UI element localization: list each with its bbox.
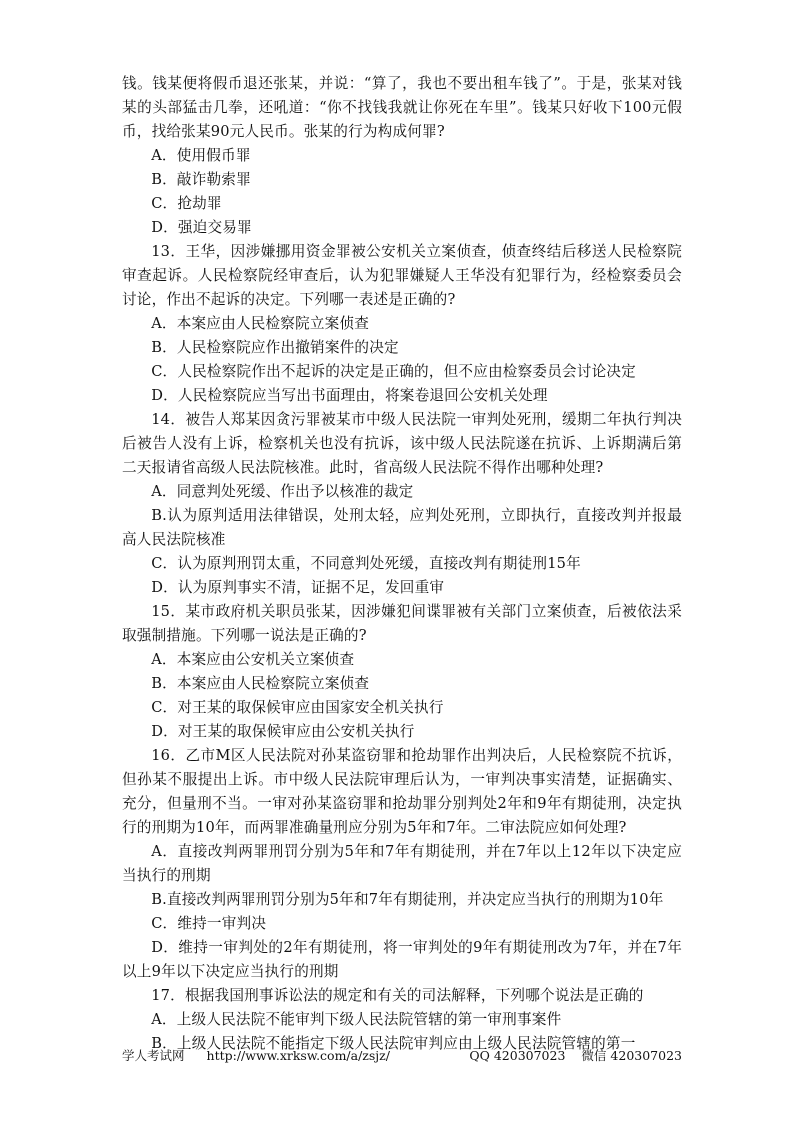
paragraph: A．使用假币罪 [151,147,251,164]
paragraph: D．强迫交易罪 [151,219,252,236]
paragraph: 15．某市政府机关职员张某，因涉嫌犯间谍罪被有关部门立案侦查，后被依法采取强制措施。下列哪一说法是正确的? [122,603,682,644]
paragraph: C．认为原判刑罚太重，不同意判处死缓，直接改判有期徒刑15年 [151,555,581,572]
paragraph: 13．王华，因涉嫌挪用资金罪被公安机关立案侦查，侦查终结后移送人民检察院审查起诉。人民检察院经审查后，认为犯罪嫌疑人王华没有犯罪行为，经检察委员会讨论，作出不起诉的决定。下列哪一表述是正确的? [122,243,682,308]
paragraph: A．本案应由人民检察院立案侦查 [151,315,370,332]
footer-wechat-number: 420307023 [610,1048,682,1063]
document-body [122,72,682,1056]
footer-right [469,1048,682,1064]
paragraph: D．对王某的取保候审应由公安机关执行 [151,723,415,740]
footer-qq-label: QQ [469,1048,490,1063]
footer-wechat-label: 微信 [581,1048,607,1063]
paragraph: D．人民检察院应当写出书面理由，将案卷退回公安机关处理 [151,387,548,404]
paragraph: D．维持一审判处的2年有期徒刑，将一审判处的9年有期徒刑改为7年，并在7年以上9年以下决定应当执行的刑期 [122,939,682,980]
paragraph: D．认为原判事实不清，证据不足，发回重审 [151,579,445,596]
paragraph: B．上级人民法院不能指定下级人民法院审判应由上级人民法院管辖的第一 [151,1035,636,1052]
footer-url[interactable]: http://www.xrksw.com/a/zsjz/ [206,1048,390,1063]
paragraph: B．人民检察院应作出撤销案件的决定 [151,339,399,356]
footer-site-name: 学人考试网 [122,1048,185,1063]
paragraph: C．维持一审判决 [151,915,267,932]
paragraph: 钱。钱某便将假币退还张某，并说：“算了，我也不要出租车钱了”。于是，张某对钱某的头部猛击几拳，还吼道：“你不找钱我就让你死在车里”。钱某只好收下100元假币，找给张某90元人民币。张某的行为构成何罪? [122,75,682,140]
paragraph: B.认为原判适用法律错误，处刑太轻，应判处死刑，立即执行，直接改判并报最高人民法院核准 [122,507,682,548]
paragraph: A．直接改判两罪刑罚分别为5年和7年有期徒刑，并在7年以上12年以下决定应当执行的刑期 [122,843,682,884]
footer-left [122,1048,390,1064]
paragraph: C．人民检察院作出不起诉的决定是正确的，但不应由检察委员会讨论决定 [151,363,636,380]
paragraph: A．本案应由公安机关立案侦查 [151,651,355,668]
paragraph: B.直接改判两罪刑罚分别为5年和7年有期徒刑，并决定应当执行的刑期为10年 [151,891,664,908]
paragraph: B．本案应由人民检察院立案侦查 [151,675,370,692]
paragraph: B．敲诈勒索罪 [151,171,251,188]
paragraph: C．抢劫罪 [151,195,222,212]
footer-qq-number: 420307023 [493,1048,566,1063]
paragraph: 14．被告人郑某因贪污罪被某市中级人民法院一审判处死刑，缓期二年执行判决后被告人没有上诉，检察机关也没有抗诉，该中级人民法院遂在抗诉、上诉期满后第二天报请省高级人民法院核准。此时，省高级人民法院不得作出哪种处理? [122,411,682,476]
paragraph: C．对王某的取保候审应由国家安全机关执行 [151,699,444,716]
paragraph: A．上级人民法院不能审判下级人民法院管辖的第一审刑事案件 [151,1011,562,1028]
paragraph: A．同意判处死缓、作出予以核准的裁定 [151,483,414,500]
paragraph: 17．根据我国刑事诉讼法的规定和有关的司法解释，下列哪个说法是正确的 [151,987,644,1004]
paragraph: 16．乙市M区人民法院对孙某盗窃罪和抢劫罪作出判决后，人民检察院不抗诉，但孙某不服提出上诉。市中级人民法院审理后认为，一审判决事实清楚，证据确实、充分，但量刑不当。一审对孙某盗窃罪和抢劫罪分别判处2年和9年有期徒刑，决定执行的刑期为10年，而两罪准确量刑应分别为5年和7年。二审法院应如何处理? [122,747,682,836]
